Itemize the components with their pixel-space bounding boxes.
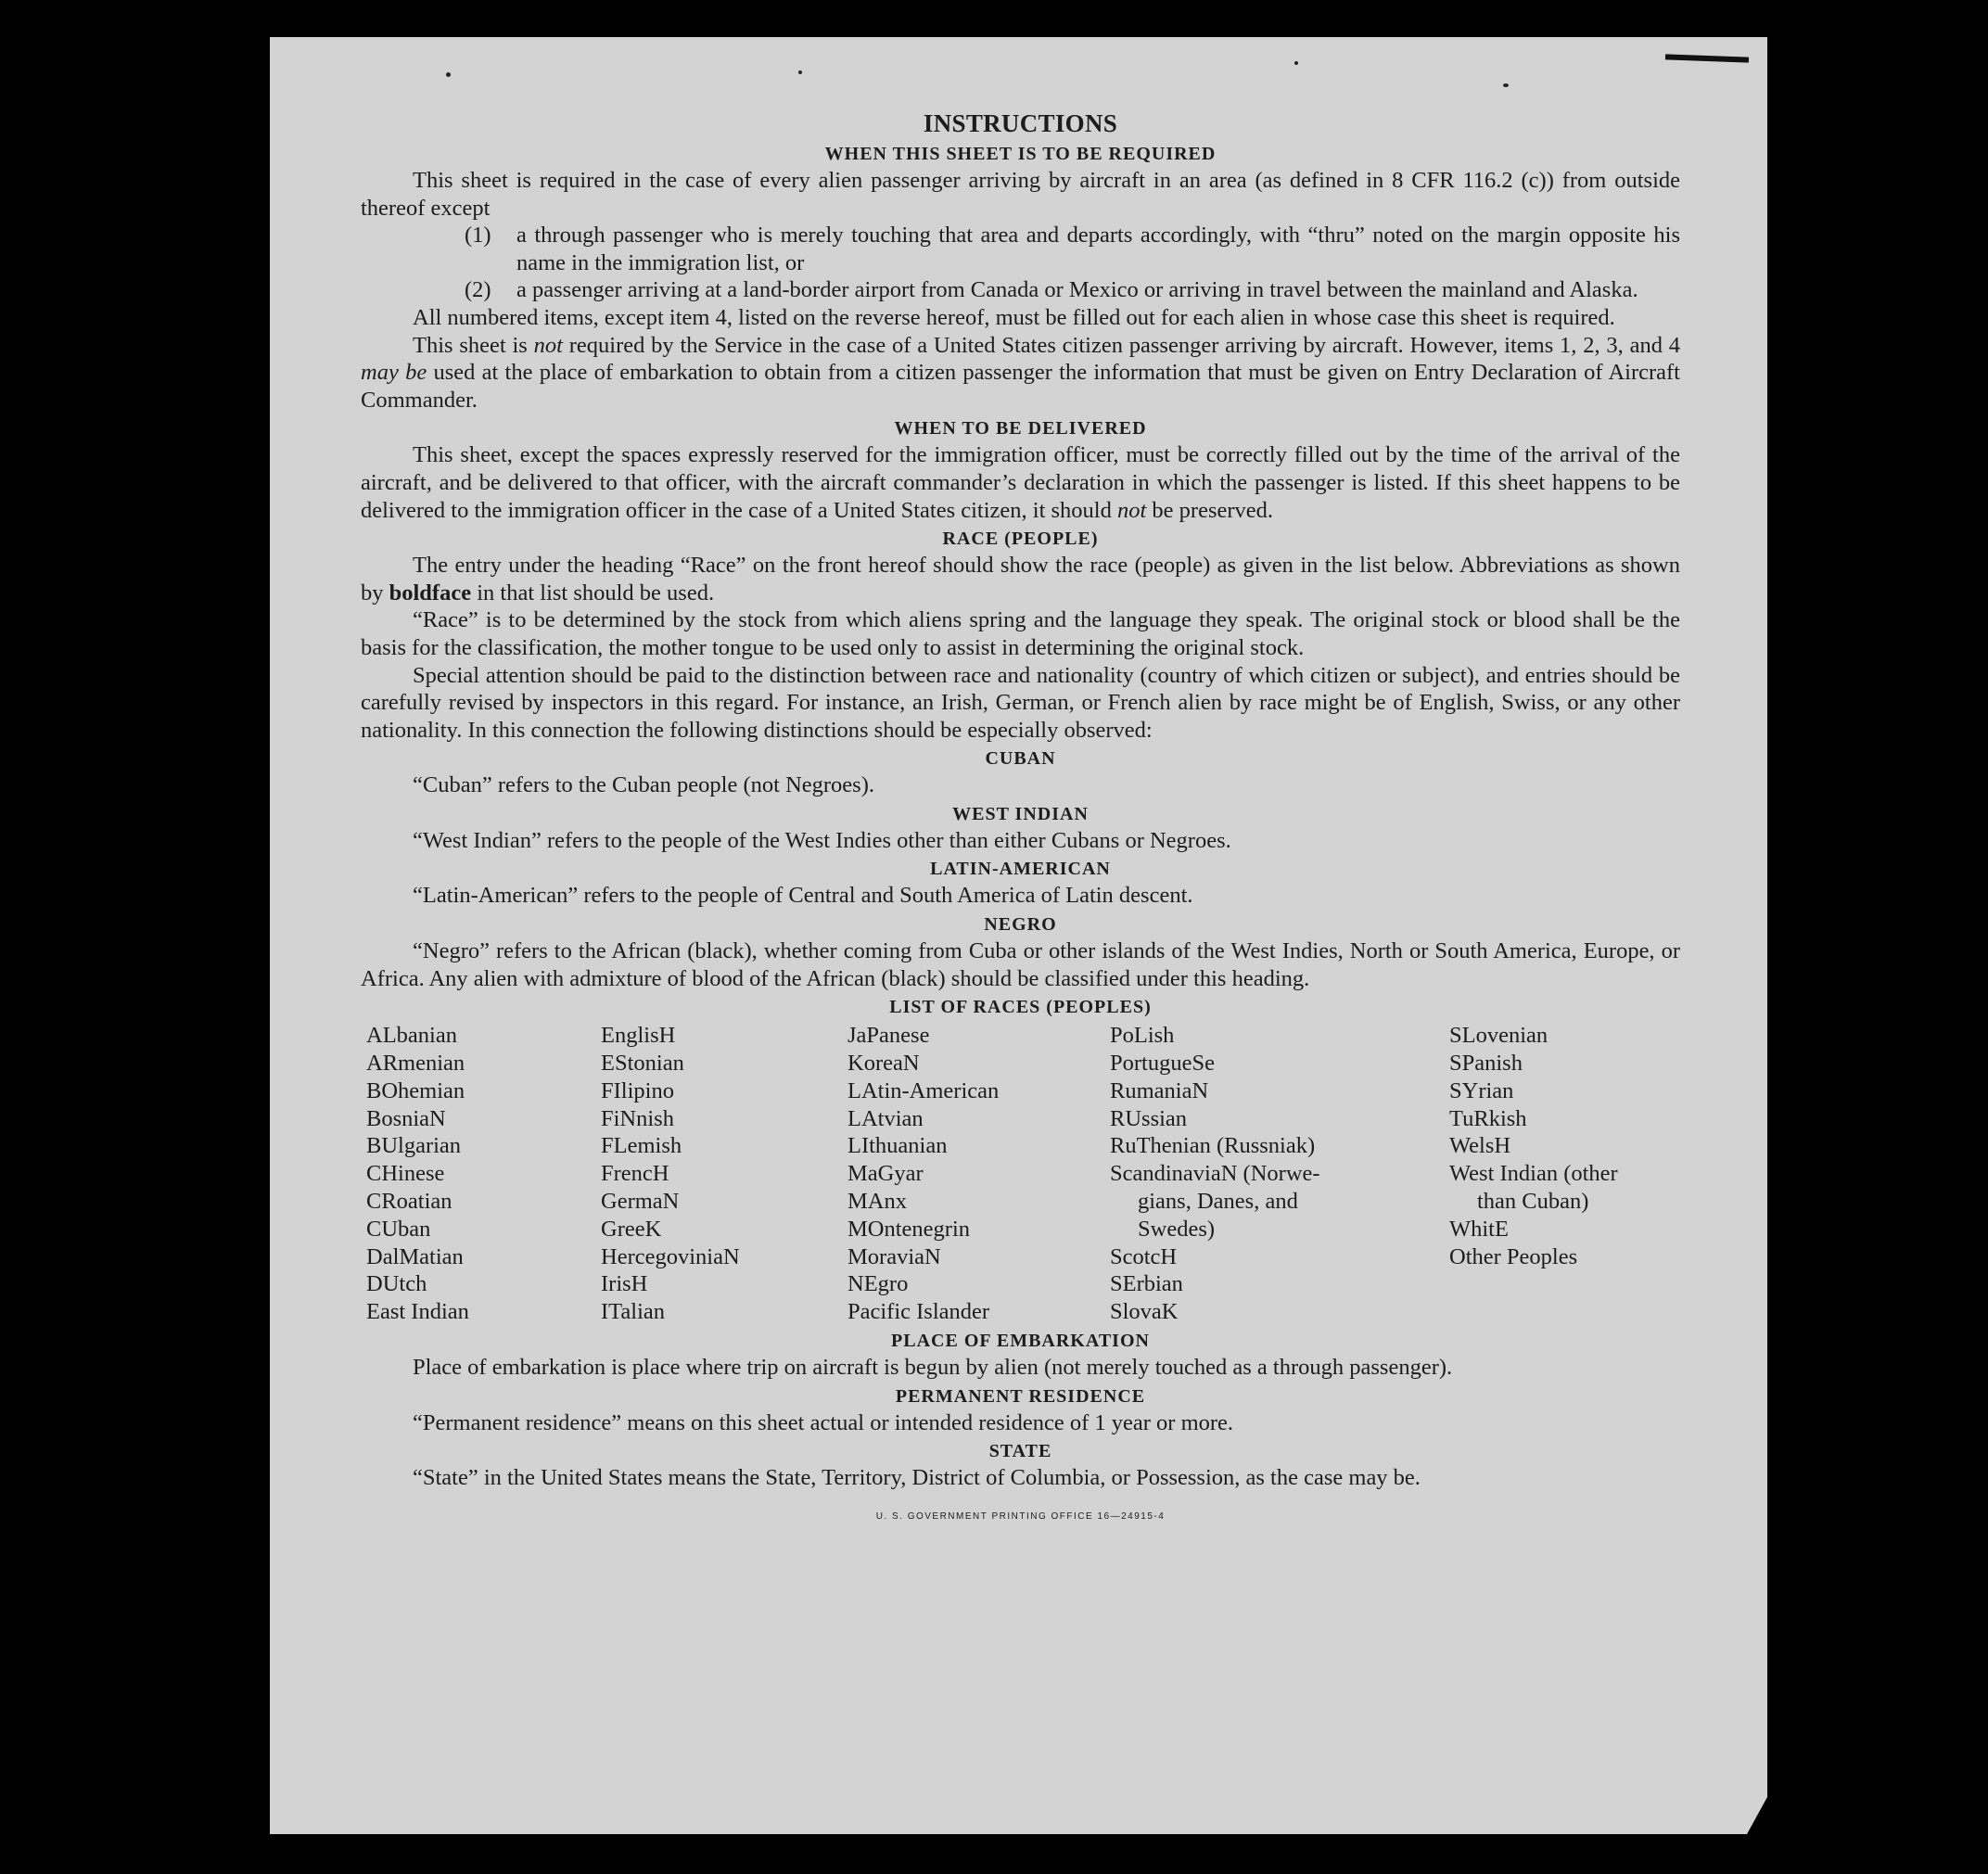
list-item: ITalian (601, 1299, 666, 1325)
heading-embarkation: PLACE OF EMBARKATION (891, 1331, 1150, 1352)
list-item: LIthuanian (847, 1133, 948, 1159)
list-item: ARmenian (366, 1051, 465, 1077)
list-item: GermaN (601, 1189, 680, 1215)
document-content (361, 108, 1680, 1530)
list-item: FiNnish (601, 1105, 674, 1131)
list-item: RUssian (1110, 1105, 1188, 1131)
heading-required: WHEN THIS SHEET IS TO BE REQUIRED (824, 144, 1217, 164)
list-item: WhitE (1449, 1216, 1509, 1242)
list-item: MOntenegrin (847, 1216, 970, 1242)
list-item: EnglisH (601, 1023, 676, 1049)
paper-corner-cut (1747, 1797, 1767, 1834)
races-column-3 (847, 1022, 1110, 1326)
speck (1294, 61, 1298, 65)
delivered-paragraph (361, 441, 1680, 524)
list-item: BUlgarian (366, 1133, 462, 1159)
list-item: PortugueSe (1110, 1051, 1215, 1077)
text-run: This sheet, except the spaces expressly reserved for the immigration officer, must be correctly filled out by the time of the arrival of the aircraft, and be delivered to that officer, with the aircraft commander’s declaration in which the passenger is listed. If this sheet happens to be delivered to the immigration officer in the case of a United States citizen, it should (361, 442, 1680, 523)
list-item-continued: than Cuban) (1477, 1189, 1589, 1215)
item-number: (1) (465, 223, 491, 249)
required-intro: This sheet is required in the case of every alien passenger arriving by aircraft in an area (as defined in 8 CFR 116.2 (c)) from outside thereof except (361, 168, 1680, 221)
text-run: This sheet is (413, 332, 534, 358)
speck (446, 72, 451, 77)
text-run: The entry under the heading “Race” on the front hereof should show the race (people) as given in the list below. Abbreviations as shown by (361, 553, 1680, 606)
list-item: SYrian (1449, 1077, 1514, 1103)
list-item: East Indian (366, 1299, 469, 1325)
list-item: SlovaK (1110, 1299, 1179, 1325)
list-item: PoLish (1110, 1023, 1175, 1049)
text-run-italic: not (1116, 497, 1147, 523)
list-item-continued: Swedes) (1138, 1216, 1216, 1242)
latin-american-text: “Latin-American” refers to the people of Central and South America of Latin descent. (413, 883, 1193, 909)
cuban-text: “Cuban” refers to the Cuban people (not Negroes). (413, 772, 874, 798)
list-item: HercegoviniaN (601, 1243, 740, 1269)
list-item: CHinese (366, 1161, 445, 1187)
speck (1503, 83, 1509, 87)
list-item: LAtin-American (847, 1077, 1000, 1103)
heading-cuban: CUBAN (985, 748, 1056, 770)
text-run-italic: may be (361, 360, 427, 386)
state-text: “State” in the United States means the State, Territory, District of Columbia, or Possession, as the case may be. (413, 1465, 1421, 1491)
list-item: FLemish (601, 1133, 682, 1159)
list-item: CRoatian (366, 1189, 452, 1215)
text-run: required by the Service in the case of a United States citizen passenger arriving by aircraft. However, items 1, 2, 3, and 4 (562, 332, 1680, 358)
list-item: MaGyar (847, 1161, 924, 1187)
residence-text: “Permanent residence” means on this sheet actual or intended residence of 1 year or more. (413, 1409, 1234, 1435)
list-item: GreeK (601, 1216, 662, 1242)
list-item: ALbanian (366, 1023, 457, 1049)
list-item: TuRkish (1449, 1105, 1527, 1131)
list-item: DalMatian (366, 1243, 464, 1269)
required-item-1 (361, 222, 1680, 276)
speck (798, 70, 802, 74)
races-column-1 (366, 1022, 601, 1326)
list-item: RuThenian (Russniak) (1110, 1133, 1316, 1159)
list-item: Pacific Islander (847, 1299, 990, 1325)
list-item: EStonian (601, 1051, 684, 1077)
text-run-bold: boldface (389, 580, 472, 606)
races-list (361, 1022, 1680, 1326)
heading-state: STATE (988, 1441, 1052, 1462)
list-item: FrencH (601, 1161, 669, 1187)
list-item: NEgro (847, 1271, 909, 1297)
text-run: in that list should be used. (471, 580, 715, 606)
page-title: INSTRUCTIONS (923, 109, 1118, 137)
list-item: BOhemian (366, 1077, 465, 1103)
text-run: used at the place of embarkation to obtain from a citizen passenger the information that must be given on Entry Declaration of Aircraft Commander. (361, 360, 1680, 413)
list-item: WelsH (1449, 1133, 1511, 1159)
list-item: SLovenian (1449, 1023, 1548, 1049)
list-item: Other Peoples (1449, 1243, 1578, 1269)
heading-delivered: WHEN TO BE DELIVERED (894, 418, 1147, 440)
list-item-continued: gians, Danes, and (1138, 1189, 1298, 1215)
document-sheet (270, 37, 1767, 1834)
item-text: a passenger arriving at a land-border airport from Canada or Mexico or arriving in travel between the mainland and Alaska. (516, 277, 1638, 303)
paper-fold-mark (1665, 54, 1749, 62)
heading-race: RACE (PEOPLE) (942, 529, 1099, 550)
list-item: ScotcH (1110, 1243, 1178, 1269)
heading-residence: PERMANENT RESIDENCE (895, 1385, 1146, 1407)
required-paragraph-3 (361, 332, 1680, 414)
printing-office-footer: U. S. GOVERNMENT PRINTING OFFICE 16—24915-4 (875, 1511, 1166, 1522)
heading-west-indian: WEST INDIAN (952, 803, 1089, 824)
races-column-2 (601, 1022, 847, 1326)
list-item: JaPanese (847, 1023, 930, 1049)
list-item: MoraviaN (847, 1243, 941, 1269)
races-column-4 (1110, 1022, 1449, 1326)
list-item: RumaniaN (1110, 1077, 1209, 1103)
list-item: DUtch (366, 1271, 427, 1297)
text-run-italic: not (533, 332, 563, 358)
list-item: IrisH (601, 1271, 648, 1297)
heading-list-of-races: LIST OF RACES (PEOPLES) (889, 997, 1152, 1018)
race-paragraph-2: “Race” is to be determined by the stock from which aliens spring and the language they speak. The original stock or blood shall be the basis for the classification, the mother tongue to be used only to assist in determining the original stock. (361, 607, 1680, 660)
race-paragraph-3: Special attention should be paid to the distinction between race and nationality (country of which citizen or subject), and entries should be carefully revised by inspectors in this regard. For instance, an Irish, German, or French alien by race might be of English, Swiss, or any other nationality. In this connection the following distinctions should be especially observed: (361, 662, 1680, 743)
west-indian-text: “West Indian” refers to the people of the West Indies other than either Cubans or Negroes. (413, 827, 1231, 853)
required-item-2 (361, 276, 1680, 304)
text-run: be preserved. (1146, 497, 1274, 523)
list-item: SErbian (1110, 1271, 1183, 1297)
list-item: MAnx (847, 1189, 907, 1215)
heading-latin-american: LATIN-AMERICAN (930, 859, 1111, 880)
list-item: ScandinaviaN (Norwe- (1110, 1161, 1320, 1187)
list-item: KoreaN (847, 1051, 920, 1077)
heading-negro: NEGRO (984, 914, 1057, 936)
races-column-5 (1449, 1022, 1686, 1326)
list-item: BosniaN (366, 1105, 446, 1131)
embarkation-text: Place of embarkation is place where trip on aircraft is begun by alien (not merely touched as a through passenger). (413, 1355, 1453, 1381)
list-item: West Indian (other (1449, 1161, 1618, 1187)
list-item: LAtvian (847, 1105, 924, 1131)
item-text: a through passenger who is merely touching that area and departs accordingly, with “thru” noted on the margin opposite his name in the immigration list, or (516, 223, 1680, 275)
required-paragraph-2: All numbered items, except item 4, listed on the reverse hereof, must be filled out for each alien in whose case this sheet is required. (413, 304, 1615, 330)
race-paragraph-1 (361, 552, 1680, 606)
item-number: (2) (465, 277, 491, 303)
list-item: SPanish (1449, 1051, 1523, 1077)
list-item: CUban (366, 1216, 431, 1242)
list-item: FIlipino (601, 1077, 674, 1103)
negro-text: “Negro” refers to the African (black), whether coming from Cuba or other islands of the West Indies, North or South America, Europe, or Africa. Any alien with admixture of blood of the African (black) should be classified under this heading. (361, 938, 1680, 991)
